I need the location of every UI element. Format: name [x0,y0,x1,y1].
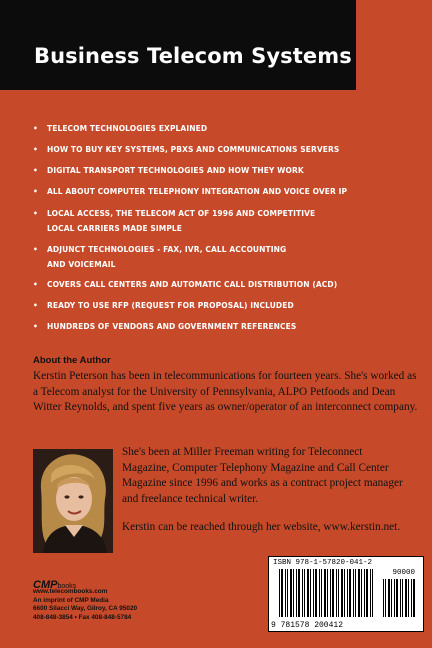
bullet-icon: • [33,145,38,154]
barcode-bar [336,569,337,617]
barcode-bar [388,579,390,617]
barcode-bar [400,579,401,617]
barcode-bar [396,579,398,617]
barcode-bar [315,569,317,617]
publisher-website: www.telecombooks.com [33,588,108,595]
feature-item: • ALL ABOUT COMPUTER TELEPHONY INTEGRATION AND VOICE OVER IP [33,185,413,199]
barcode-bar [372,569,373,617]
barcode-bar [391,579,392,617]
feature-item: • ADJUNCT TECHNOLOGIES - FAX, IVR, CALL ACCOUNTING AND VOICEMAIL [33,242,413,272]
barcode-bar [361,569,362,617]
author-career: She's been at Miller Freeman writing for Teleconnect Magazine, Computer Telephony Magazine and Call Center Magazine since 1996 and works as a contract project manager and freelance technical writer. [122,446,403,505]
barcode-bar [330,569,331,617]
barcode-bar [347,569,348,617]
barcode-bar [319,569,320,617]
cmp-logo-sub: books [57,583,77,590]
bullet-icon: • [33,301,38,310]
bullet-icon: • [33,209,38,218]
barcode-bar [364,569,365,617]
feature-item: • HOW TO BUY KEY SYSTEMS, PBXS AND COMMUNICATIONS SERVERS [33,143,413,157]
barcode-bar [293,569,294,617]
barcode-bar [341,569,343,617]
barcode-block [268,556,424,632]
author-contact: Kerstin can be reached through her website, www.kerstin.net. [122,521,401,533]
barcode-bar [310,569,311,617]
barcode-bar [281,569,283,617]
feature-item: • HUNDREDS OF VENDORS AND GOVERNMENT REFERENCES [33,320,413,334]
feature-item: • TELECOM TECHNOLOGIES EXPLAINED [33,122,413,136]
barcode-bar [358,569,360,617]
barcode-bar [313,569,314,617]
barcode-bar [402,579,403,617]
barcode-bar [413,579,415,617]
barcode-bar [370,569,371,617]
feature-item: • READY TO USE RFP (REQUEST FOR PROPOSAL) INCLUDED [33,299,413,313]
author-photo [33,449,113,553]
bullet-icon: • [33,245,38,254]
price-code: 90000 [392,569,415,577]
publisher-phone: 408-848-3854 • Fax 408-848-5784 [33,613,132,621]
barcode-number: 9 781578 200412 [271,621,344,630]
barcode-bar [285,569,286,617]
feature-item: • DIGITAL TRANSPORT TECHNOLOGIES AND HOW THEY WORK [33,164,413,178]
bullet-icon: • [33,187,38,196]
barcode-bar [304,569,305,617]
barcode-bar [355,569,356,617]
book-title: Business Telecom Systems [34,44,352,68]
title-bar [0,0,356,90]
barcode-addon-icon [381,579,417,617]
author-portrait-image [33,449,113,553]
barcode-bar [287,569,288,617]
barcode-bar [385,579,386,617]
barcode-bar [332,569,334,617]
barcode-bar [321,569,322,617]
bullet-icon: • [33,322,38,331]
publisher-info [33,588,137,622]
cmp-logo: CMP [33,579,58,591]
publisher-imprint: An imprint of CMP Media [33,596,109,604]
feature-list [33,122,413,341]
barcode-bar [324,569,326,617]
bullet-icon: • [33,166,38,175]
barcode-bar [411,579,412,617]
bullet-icon: • [33,280,38,289]
barcode-bar [296,569,297,617]
bullet-icon: • [33,124,38,133]
barcode-bar [338,569,339,617]
barcode-bar [349,569,351,617]
barcode-bar [302,569,303,617]
barcode-bar [344,569,345,617]
barcode-bar [327,569,328,617]
barcode-bar [394,579,395,617]
barcode-bar [307,569,309,617]
barcode-icon [277,569,377,617]
isbn-text: ISBN 978-1-57820-041-2 [273,559,373,567]
about-heading: About the Author [33,355,111,366]
barcode-bar [383,579,384,617]
feature-item: • LOCAL ACCESS, THE TELECOM ACT OF 1996 AND COMPETITIVE LOCAL CARRIERS MADE SIMPLE [33,206,413,236]
barcode-bar [279,569,280,617]
author-bio: Kerstin Peterson has been in telecommunications for fourteen years. She's worked as a Telecom analyst for the University of Pennsylvania, ALPO Petfoods and Dean Witter Reynolds, and spent five years as owner/operator of an interconnect company. [33,370,418,413]
barcode-bar [353,569,354,617]
feature-item: • COVERS CALL CENTERS AND AUTOMATIC CALL DISTRIBUTION (ACD) [33,278,413,292]
barcode-bar [405,579,407,617]
barcode-bar [366,569,368,617]
barcode-bar [408,579,409,617]
barcode-bar [290,569,292,617]
barcode-bar [298,569,300,617]
publisher-address: 6600 Silacci Way, Gilroy, CA 95020 [33,605,138,613]
